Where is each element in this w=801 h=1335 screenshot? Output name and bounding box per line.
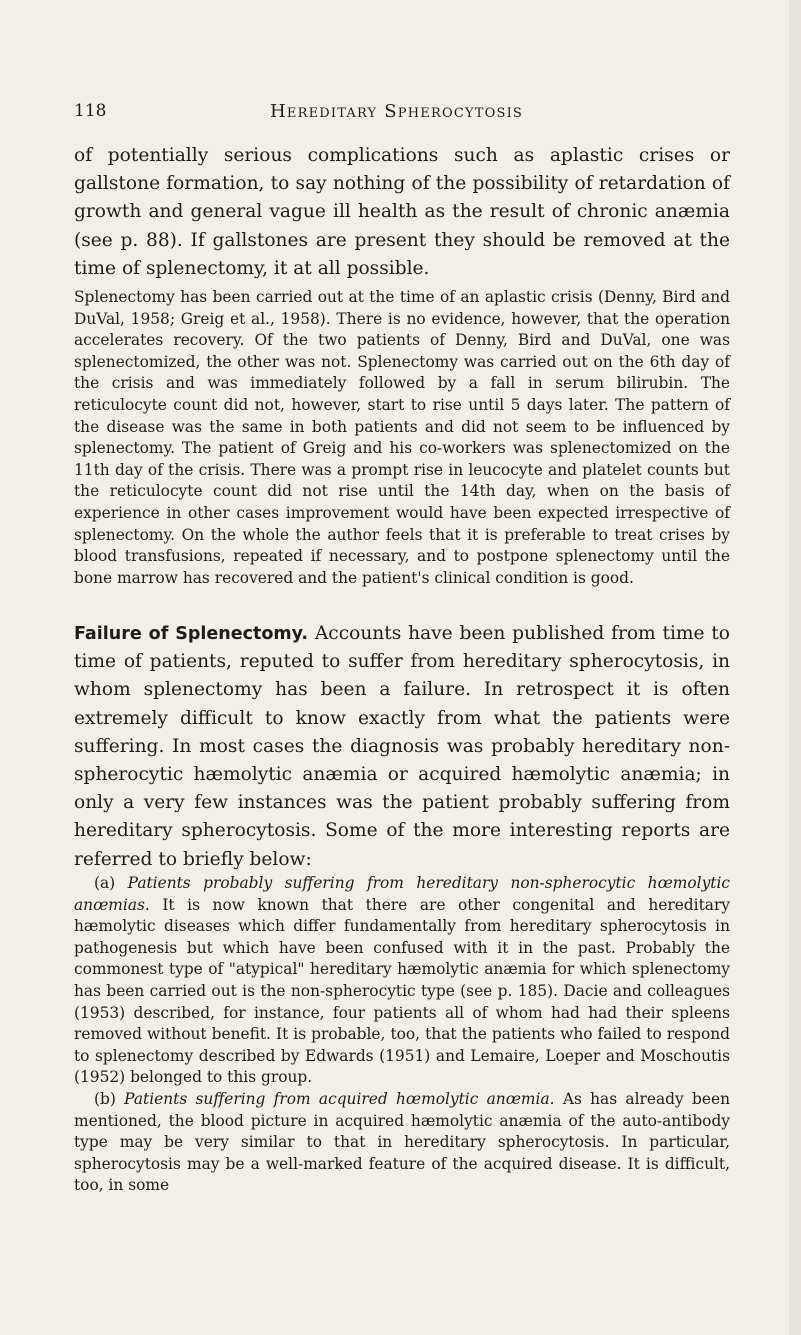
section-failure-of-splenectomy <box>74 620 730 874</box>
section-heading: Failure of Splenectomy. <box>74 624 309 644</box>
item-a-text: It is now known that there are other congenital and hereditary hæmolytic diseases which differ fundamentally from hereditary spherocytosis in pathogenesis but which have been confused with it in the past. Probably the commonest type of "atypical" hereditary hæmolytic anæmia for which splenectomy has been carried out is the non-spherocytic type (see p. 185). Dacie and colleagues (1953) described, for instance, four patients all of whom had had their spleens removed without benefit. It is probable, too, that the patients who failed to respond to splenectomy described by Edwards (1951) and Lemaire, Loeper and Moschoutis (1952) belonged to this group. <box>74 895 730 1087</box>
item-a-label: (a) <box>94 874 116 892</box>
running-header <box>74 101 734 129</box>
item-b-text: As has already been mentioned, the blood picture in acquired hæmolytic anæmia of the auto-antibody type may be very similar to that in hereditary spherocytosis. In particular, spherocytosis may be a well-marked feature of the acquired disease. It is difficult, too, in some <box>74 1089 730 1195</box>
running-title: Hereditary Spherocytosis <box>270 101 524 122</box>
paragraph-aplastic-crisis: Splenectomy has been carried out at the time of an aplastic crisis (Denny, Bird and DuVal, 1958; Greig et al., 1958). There is no evidence, however, that the operation accelerates recovery. Of the two patients of Denny, Bird and DuVal, one was splenectomized, the other was not. Splenectomy was carried out on the 6th day of the crisis and was immediately followed by a fall in serum bilirubin. The reticulocyte count did not, however, start to rise until 5 days later. The pattern of the disease was the same in both patients and did not seem to be influenced by splenectomy. The patient of Greig and his co-workers was splenectomized on the 11th day of the crisis. There was a prompt rise in leucocyte and platelet counts but the reticulocyte count did not rise until the 14th day, when on the basis of experience in other cases improvement would have been expected irrespective of splenectomy. On the whole the author feels that it is preferable to treat crises by blood transfusions, repeated if necessary, and to postpone splenectomy until the bone marrow has recovered and the patient's clinical condition is good. <box>74 288 730 587</box>
section-text: Accounts have been published from time to time of patients, reputed to suffer from hereditary spherocytosis, in whom splenectomy has been a failure. In retrospect it is often extremely difficult to know exactly from what the patients were suffering. In most cases the diagnosis was probably hereditary non-spherocytic hæmolytic anæmia or acquired hæmolytic anæmia; in only a very few instances was the patient probably suffering from hereditary spherocytosis. Some of the more interesting reports are referred to briefly below: <box>74 623 730 870</box>
page-edge <box>789 0 801 1335</box>
list-item-a <box>74 873 730 1089</box>
item-a-title: Patients probably suffering from hereditary non-spherocytic hœmolytic anœmias. <box>74 874 730 914</box>
list-item-b <box>74 1089 730 1197</box>
paragraph-continuation: of potentially serious complications such as aplastic crises or gallstone formation, to say nothing of the possibility of retardation of growth and general vague ill health as the result of chronic anæmia (see p. 88). If gallstones are present they should be removed at the time of splenectomy, it at all possible. <box>74 145 730 279</box>
list-items <box>74 873 730 1197</box>
page-number: 118 <box>74 101 107 121</box>
item-b-title: Patients suffering from acquired hœmolytic anœmia. <box>115 1089 555 1108</box>
item-b-label: (b) <box>94 1089 116 1108</box>
